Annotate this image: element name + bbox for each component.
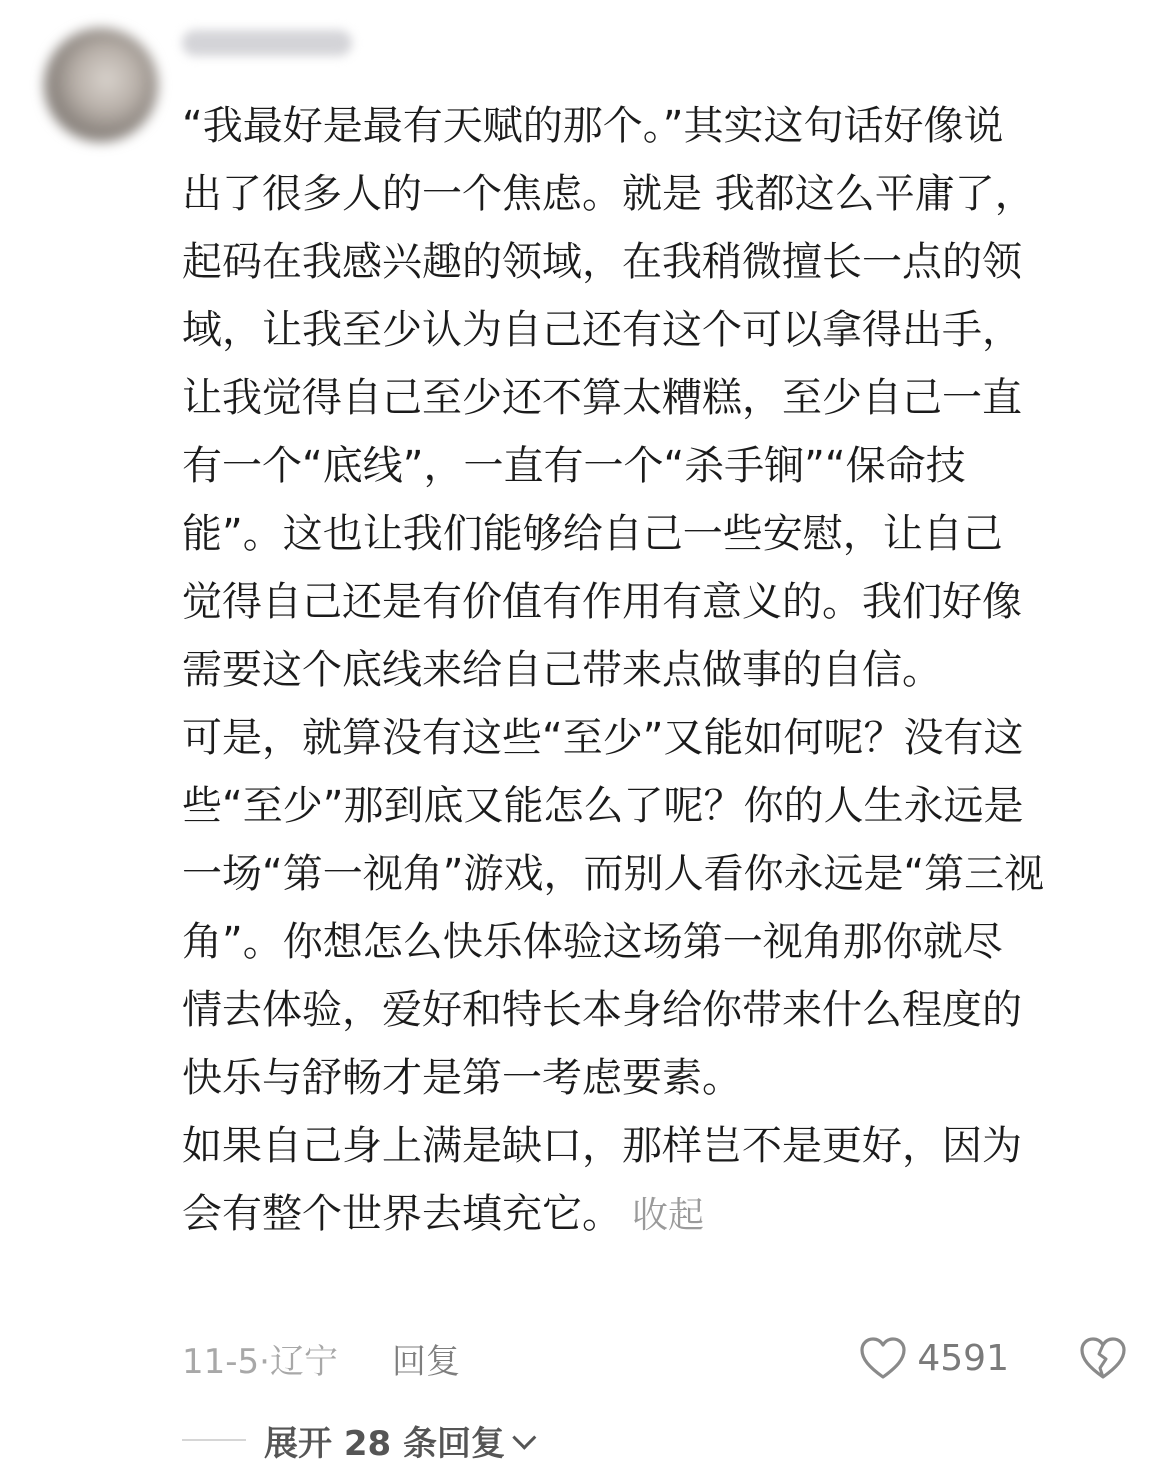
comment-line: 如果自己身上满是缺口，那样岂不是更好，因为	[182, 1123, 1022, 1169]
broken-heart-icon	[1079, 1336, 1127, 1380]
expand-replies-row	[182, 1414, 530, 1466]
comment-line: 一场“第一视角”游戏，而别人看你永远是“第三视	[182, 851, 1045, 897]
avatar[interactable]	[44, 28, 158, 142]
heart-icon	[859, 1336, 907, 1380]
dislike-button[interactable]	[1079, 1336, 1127, 1380]
comment-line-text: 会有整个世界去填充它。	[182, 1191, 622, 1237]
username[interactable]	[182, 30, 352, 56]
comment-line: 角”。你想怎么快乐体验这场第一视角那你就尽	[182, 919, 1003, 965]
divider	[182, 1439, 246, 1441]
date-location: 11-5·辽宁	[182, 1341, 338, 1382]
comment-meta	[182, 1330, 1127, 1386]
comment-line: 需要这个底线来给自己带来点做事的自信。	[182, 647, 942, 693]
collapse-link[interactable]: 收起	[632, 1195, 705, 1236]
comment-line-last	[182, 1180, 1127, 1248]
comment-line: 快乐与舒畅才是第一考虑要素。	[182, 1055, 742, 1101]
chevron-down-icon	[512, 1425, 536, 1449]
comment-line: 情去体验，爱好和特长本身给你带来什么程度的	[182, 987, 1022, 1033]
expand-replies-label: 展开 28 条回复	[264, 1423, 505, 1464]
comment-line: 能”。这也让我们能够给自己一些安慰，让自己	[182, 511, 1003, 557]
reply-button[interactable]: 回复	[391, 1341, 460, 1382]
like-count: 4591	[917, 1337, 1009, 1379]
comment-line: 让我觉得自己至少还不算太糟糕，至少自己一直	[182, 375, 1022, 421]
expand-replies-button[interactable]	[264, 1416, 530, 1465]
comment-line: 觉得自己还是有价值有作用有意义的。我们好像	[182, 579, 1022, 625]
comment-line: 域，让我至少认为自己还有这个可以拿得出手，	[182, 307, 1022, 353]
comment-line: 可是，就算没有这些“至少”又能如何呢？没有这	[182, 715, 1024, 761]
comment-line: 有一个“底线”，一直有一个“杀手锏”“保命技	[182, 443, 966, 489]
comment-line: “我最好是最有天赋的那个。”其实这句话好像说	[182, 103, 1004, 149]
like-button[interactable]	[859, 1336, 1009, 1380]
comment-text	[182, 92, 1127, 1248]
comment-line: 些“至少”那到底又能怎么了呢？你的人生永远是	[182, 783, 1024, 829]
comment-line: 出了很多人的一个焦虑。就是 我都这么平庸了，	[182, 171, 1035, 217]
comment-line: 起码在我感兴趣的领域，在我稍微擅长一点的领	[182, 239, 1022, 285]
